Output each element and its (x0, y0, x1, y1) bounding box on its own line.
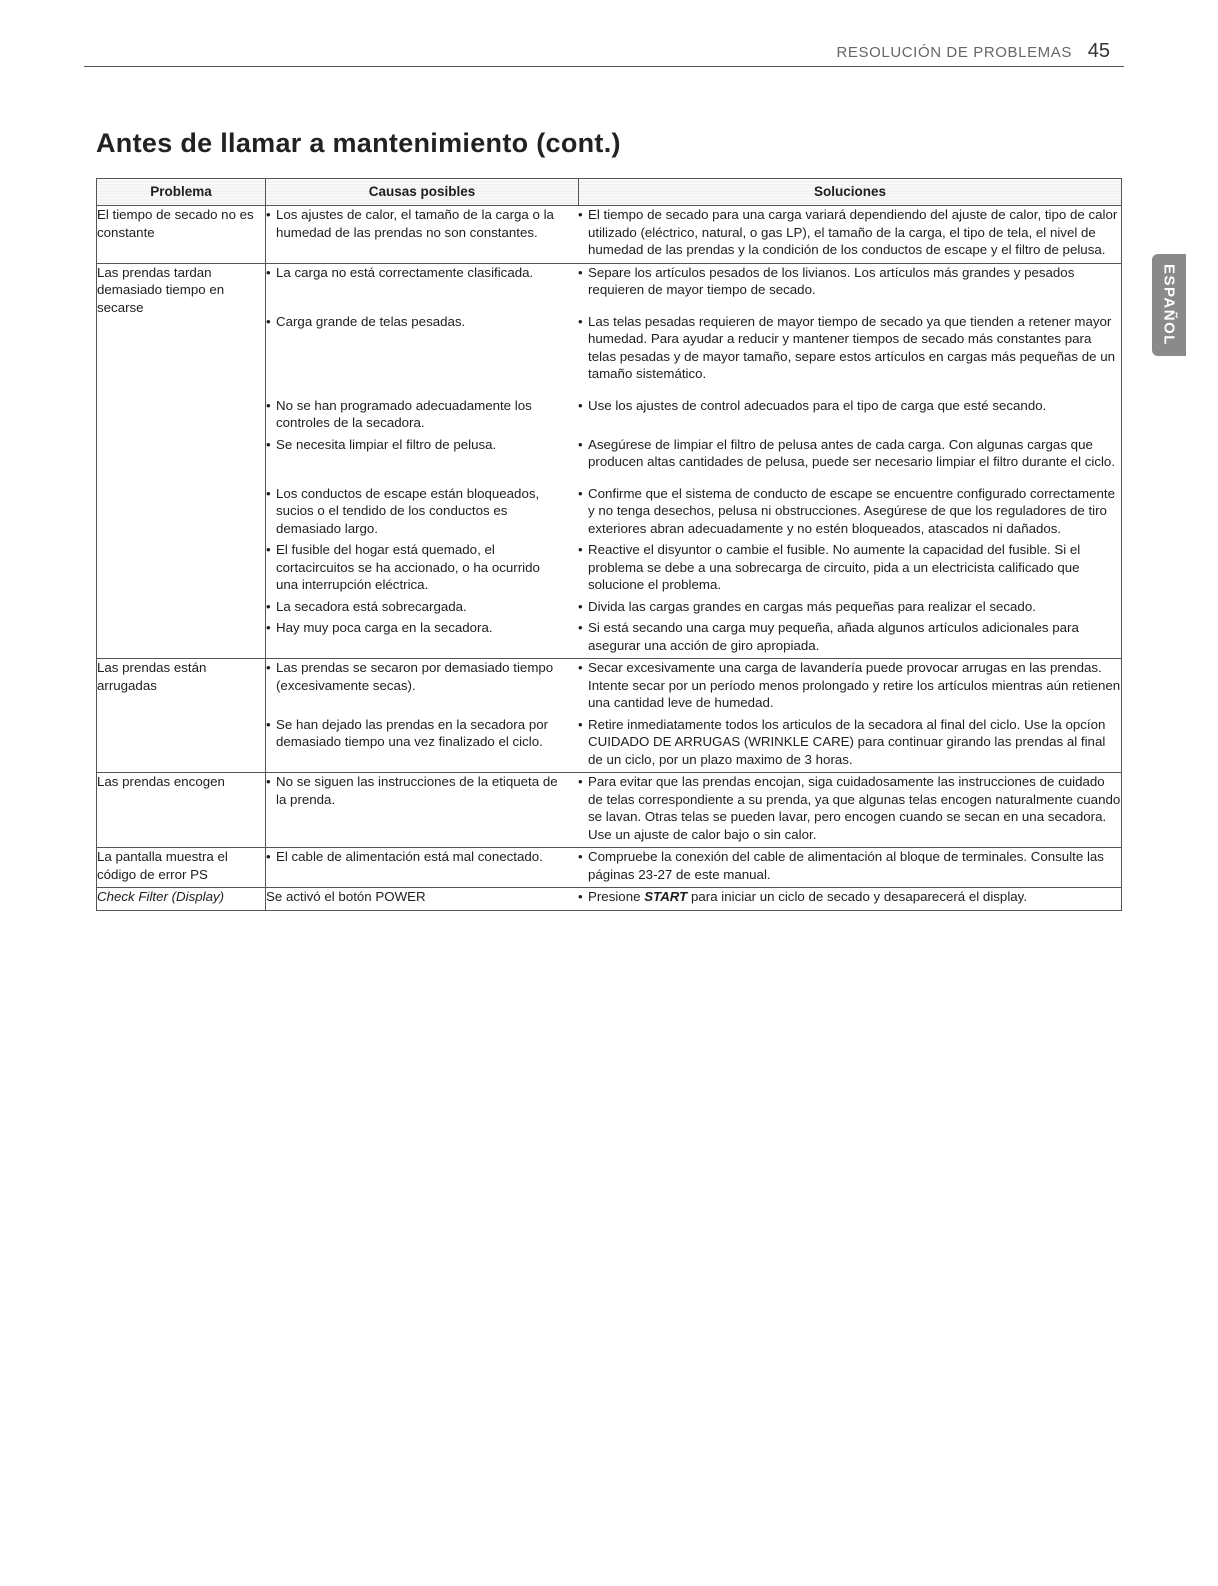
solution-text: Las telas pesadas requieren de mayor tiempo de secado ya que tienden a retener mayor humedad. Para ayudar a reducir y mantener tiempos de secado más constantes para telas pesadas y de mayor tamaño, separe estos artículos en cargas más pequeñas de un tamaño sistemático. (588, 313, 1116, 381)
cause-solution-pair: • Se necesita limpiar el filtro de pelusa. • Asegúrese de limpiar el filtro de pelusa antes de cada carga. Con algunas cargas que producen altas cantidades de pelusa, puede ser necesario limpiar el filtro durante el ciclo. (266, 436, 1121, 471)
cause-solution-pair: • Carga grande de telas pesadas. • Las telas pesadas requieren de mayor tiempo de secado ya que tienden a retener mayor humedad. Para ayudar a reducir y mantener tiempos de secado más constantes para telas pesadas y de mayor tamaño, separe estos artículos en cargas más pequeñas de un tamaño sistemático. (266, 313, 1121, 383)
solution-text: Si está secando una carga muy pequeña, añada algunos artículos adicionales para asegurar una acción de giro apropiada. (588, 620, 1079, 653)
cause-solution-pair: • Se han dejado las prendas en la secadora por demasiado tiempo una vez finalizado el ciclo. • Retire inmediatamente todos los articulos de la secadora al final del ciclo. Use la opcíon CUIDADO DE ARRUGAS (WRINKLE CARE) para continuar girando las prendas al final de un ciclo, por un plazo maximo de 3 horas. (266, 716, 1121, 769)
header-solutions: Soluciones (579, 179, 1122, 206)
cause-solution-cell (266, 263, 1122, 659)
cause-solution-pair: • Los conductos de escape están bloqueados, sucios o el tendido de los conductos es demasiado largo. • Confirme que el sistema de conducto de escape se encuentre configurado correctamente y no tenga desechos, pelusa ni obstrucciones. Asegúrese de que los reguladores de tiro exteriores abran adecuadamente y no estén bloqueados, atascados ni dañados. (266, 485, 1121, 538)
header-rule (84, 66, 1124, 67)
cause-text: Hay muy poca carga en la secadora. (276, 620, 493, 635)
solution-text: Asegúrese de limpiar el filtro de pelusa antes de cada carga. Con algunas cargas que producen altas cantidades de pelusa, puede ser necesario limpiar el filtro durante el ciclo. (588, 436, 1116, 469)
table-header-row (97, 179, 1122, 206)
cause-text: No se han programado adecuadamente los controles de la secadora. (276, 397, 532, 430)
table-row (97, 848, 1122, 888)
cause-solution-pair: • No se siguen las instrucciones de la etiqueta de la prenda. • Para evitar que las prendas encojan, siga cuidadosamente las instrucciones de cuidado de telas correspondiente a su prenda, ya que algunas telas encogen naturalmente cuando se lavan. Otras telas se pueden lavar, pero encogen cuando se secan en una secadora. Use un ajuste de calor bajo o sin calor. (266, 774, 1121, 842)
solution-text: Divida las cargas grandes en cargas más pequeñas para realizar el secado. (588, 598, 1036, 614)
cause-solution-pair: • El cable de alimentación está mal conectado. • Compruebe la conexión del cable de alimentación al bloque de terminales. Consulte las páginas 23-27 de este manual. (266, 848, 1121, 883)
solution-text: Presione START para iniciar un ciclo de secado y desaparecerá el display. (588, 889, 1028, 904)
cause-solution-pair: • La secadora está sobrecargada. • Divida las cargas grandes en cargas más pequeñas para realizar el secado. (266, 598, 1121, 616)
cause-solution-cell (266, 773, 1122, 848)
cause-solution-cell (266, 848, 1122, 888)
solution-text: Confirme que el sistema de conducto de escape se encuentre configurado correctamente y no tenga desechos, pelusa ni obstrucciones. Asegúrese de que los reguladores de tiro exteriores abran adecuadamente y no estén bloqueados, atascados ni dañados. (588, 485, 1116, 536)
table-row (97, 888, 1122, 911)
cause-solution-pair: • No se han programado adecuadamente los controles de la secadora. • Use los ajustes de control adecuados para el tipo de carga que esté secando. (266, 397, 1121, 432)
cause-text: El fusible del hogar está quemado, el cortacircuitos se ha accionado, o ha ocurrido una interrupción eléctrica. (276, 542, 540, 592)
start-keyword: START (644, 889, 688, 904)
section-label: RESOLUCIÓN DE PROBLEMAS (836, 44, 1072, 61)
cause-text: Se necesita limpiar el filtro de pelusa. (276, 436, 497, 452)
solution-text: Use los ajustes de control adecuados para el tipo de carga que esté secando. (588, 397, 1047, 413)
solution-text: Para evitar que las prendas encojan, siga cuidadosamente las instrucciones de cuidado de telas correspondiente a su prenda, ya que algunas telas encogen naturalmente cuando se lavan. Otras telas se pueden lavar, pero encogen cuando se secan en una secadora. Use un ajuste de calor bajo o sin calor. (588, 774, 1121, 842)
problem-cell: Check Filter (Display) (97, 888, 266, 911)
problem-cell: Las prendas están arrugadas (97, 659, 266, 773)
cause-text: Se han dejado las prendas en la secadora por demasiado tiempo una vez finalizado el ciclo. (276, 716, 549, 749)
cause-solution-pair: • Hay muy poca carga en la secadora. • Si está secando una carga muy pequeña, añada algunos artículos adicionales para asegurar una acción de giro apropiada. (266, 619, 1121, 654)
header-causes: Causas posibles (266, 179, 579, 206)
troubleshooting-table (96, 178, 1122, 911)
header-problem: Problema (97, 179, 266, 206)
cause-solution-cell (266, 206, 1122, 264)
cause-solution-cell (266, 659, 1122, 773)
cause-text: La secadora está sobrecargada. (276, 598, 467, 614)
cause-solution-pair: • El fusible del hogar está quemado, el cortacircuitos se ha accionado, o ha ocurrido una interrupción eléctrica. • Reactive el disyuntor o cambie el fusible. No aumente la capacidad del fusible. Si el problema se debe a una sobrecarga de circuito, pida a un electricista calificado que solucione el problema. (266, 541, 1121, 594)
problem-cell: Las prendas tardan demasiado tiempo en secarse (97, 263, 266, 659)
problem-cell: La pantalla muestra el código de error PS (97, 848, 266, 888)
cause-solution-pair: Se activó el botón POWER • Presione START para iniciar un ciclo de secado y desaparecerá el display. (266, 888, 1121, 906)
cause-text: Los ajustes de calor, el tamaño de la carga o la humedad de las prendas no son constantes. (276, 207, 554, 240)
problem-cell: El tiempo de secado no es constante (97, 206, 266, 264)
language-tab-label: ESPAÑOL (1160, 264, 1178, 346)
cause-solution-cell (266, 888, 1122, 911)
cause-text: No se siguen las instrucciones de la etiqueta de la prenda. (276, 774, 558, 807)
language-tab (1152, 254, 1186, 356)
cause-text: La carga no está correctamente clasificada. (276, 264, 534, 280)
solution-text: El tiempo de secado para una carga variará dependiendo del ajuste de calor, tipo de calor utilizado (eléctrico, natural, o gas LP), el tamaño de la carga, el tipo de tela, el nivel de humedad de las prendas y la condición de los conductos de escape y el filtro de pelusa. (588, 207, 1118, 257)
cause-text: Las prendas se secaron por demasiado tiempo (excesivamente secas). (276, 660, 554, 693)
cause-text: El cable de alimentación está mal conectado. (276, 849, 543, 864)
cause-solution-pair: • Las prendas se secaron por demasiado tiempo (excesivamente secas). • Secar excesivamente una carga de lavandería puede provocar arrugas en las prendas. Intente secar por un período menos prolongado y retire los artículos mientras aún retienen una cantidad leve de humedad. (266, 660, 1121, 710)
cause-text: Se activó el botón POWER (266, 889, 426, 904)
cause-solution-pair: • Los ajustes de calor, el tamaño de la carga o la humedad de las prendas no son constantes. • El tiempo de secado para una carga variará dependiendo del ajuste de calor, tipo de calor utilizado (eléctrico, natural, o gas LP), el tamaño de la carga, el tipo de tela, el nivel de humedad de las prendas y la condición de los conductos de escape y el filtro de pelusa. (266, 206, 1121, 259)
table-row (97, 773, 1122, 848)
page-title: Antes de llamar a mantenimiento (cont.) (96, 128, 621, 158)
table-row (97, 206, 1122, 264)
table-row (97, 263, 1122, 659)
problem-cell: Las prendas encogen (97, 773, 266, 848)
table-row (97, 659, 1122, 773)
solution-text: Retire inmediatamente todos los articulos de la secadora al final del ciclo. Use la opcíon CUIDADO DE ARRUGAS (WRINKLE CARE) para continuar girando las prendas al final de un ciclo, por un plazo maximo de 3 horas. (588, 716, 1106, 767)
page-number: 45 (1087, 40, 1110, 62)
solution-text: Secar excesivamente una carga de lavandería puede provocar arrugas en las prendas. Intente secar por un período menos prolongado y retire los artículos mientras aún retienen una cantidad leve de humedad. (588, 660, 1121, 710)
solution-text: Separe los artículos pesados de los livianos. Los artículos más grandes y pesados requieren de mayor tiempo de secado. (588, 264, 1075, 297)
solution-text: Compruebe la conexión del cable de alimentación al bloque de terminales. Consulte las páginas 23-27 de este manual. (588, 849, 1104, 882)
cause-text: Los conductos de escape están bloqueados, sucios o el tendido de los conductos es demasiado largo. (276, 485, 540, 536)
cause-text: Carga grande de telas pesadas. (276, 313, 466, 329)
cause-solution-pair: • La carga no está correctamente clasificada. • Separe los artículos pesados de los livianos. Los artículos más grandes y pesados requieren de mayor tiempo de secado. (266, 264, 1121, 299)
solution-text: Reactive el disyuntor o cambie el fusible. No aumente la capacidad del fusible. Si el problema se debe a una sobrecarga de circuito, pida a un electricista calificado que solucione el problema. (588, 542, 1081, 592)
